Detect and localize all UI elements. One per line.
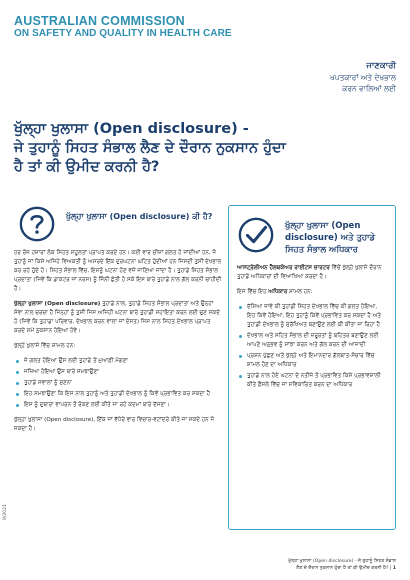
- question-mark-circle-icon: [18, 205, 56, 243]
- page-title-line-1: ਖੁੱਲ੍ਹਾ ਖੁਲਾਸਾ (Open disclosure) -: [14, 121, 249, 137]
- intro-paragraph: ਹਰ ਰੋਜ਼ ਹਜ਼ਾਰਾਂ ਲੋਕ ਸਿਹਤ ਸਹੂਲਤਾਂ ਪ੍ਰਾਪਤ ਕਰਦੇ ਹਨ। ਕਈ ਵਾਰ ਚੀਜ਼ਾਂ ਗਲਤ ਹੋ ਜਾਂਦੀਆਂ ਹਨ, ਜੋ ਤੁਹਾਨੂੰ ਜਾਂ ਕਿਸੇ ਅਜਿਹੇ ਵਿਅਕਤੀ ਨੂੰ ਅਸਰਦੇ ਇੱਕ ਦੁਰਘਟਨਾ ਘਟਿਤ ਹੁੰਦੀਆਂ ਹਨ ਜਿਸਦੀ ਤੁਸੀਂ ਦੇਖਭਾਲ ਕਰ ਰਹੇ ਹੁੰਦੇ ਹੋ। ਸਿਹਤ ਸੰਭਾਲ ਵਿੱਚ, ਇਸਨੂੰ ਘਟਨਾ ਹੋਣ ਵਜੋਂ ਜਾਣਿਆ ਜਾਂਦਾ ਹੈ। ਤੁਹਾਡੇ ਸਿਹਤ ਸੰਭਾਲ ਪ੍ਰਦਾਤਾ (ਜਿਵੇਂ ਕਿ ਡਾਕਟਰ ਜਾਂ ਨਰਸ) ਨੂੰ ਜਿੰਨੀ ਛੇਤੀ ਹੋ ਸਕੇ ਇਸ ਬਾਰੇ ਤੁਹਾਡੇ ਨਾਲ ਗੱਲ ਕਰਨੀ ਚਾਹੀਦੀ ਹੈ।: [14, 250, 222, 292]
- charter-name: ਆਸਟ੍ਰੇਲੀਅਨ ਹੈਲਥਕੇਅਰ ਰਾਈਟਸ ਚਾਰਟਰ: [237, 265, 330, 271]
- footer-line-2-text: ਲੈਣ ਦੇ ਦੌਰਾਨ ਨੁਕਸਾਨ ਹੁੰਦਾ ਹੈ ਤਾਂ ਕੀ ਉਮੀਦ ਕਰਨੀ ਹੈ?: [296, 566, 389, 571]
- list-intro: ਖੁੱਲ੍ਹੇ ਖੁਲਾਸੇ ਵਿੱਚ ਸ਼ਾਮਲ ਹਨ:: [14, 343, 76, 349]
- section-header: [14, 205, 222, 249]
- section-heading: ਖੁੱਲ੍ਹਾ ਖੁਲਾਸਾ (Open disclosure) ਕੀ ਹੈ?: [66, 212, 213, 221]
- rights-section: [228, 205, 396, 530]
- page-title-line-2: ਜੇ ਤੁਹਾਨੂੰ ਸਿਹਤ ਸੰਭਾਲ ਲੈਣ ਦੇ ਦੌਰਾਨ ਨੁਕਸਾਨ ਹੁੰਦਾ: [14, 140, 286, 156]
- list-item: ਇਸ ਨੂੰ ਦੁਬਾਰਾ ਵਾਪਰਨ ਤੋਂ ਰੋਕਣ ਲਈ ਕੀਤੇ ਜਾ ਰਹੇ ਕਦਮਾਂ ਬਾਰੇ ਦੱਸਣਾ।: [14, 401, 222, 410]
- logo-line-2: ON SAFETY AND QUALITY IN HEALTH CARE: [14, 28, 232, 39]
- rights-term: ਅਧਿਕਾਰ: [268, 289, 288, 295]
- closing-paragraph: ਖੁੱਲ੍ਹਾ ਖੁਲਾਸਾ (Open disclosure), ਇੱਕ ਜਾਂ ਵੱਧੇਰੇ ਵਾਰ ਵਿਚਾਰ-ਵਟਾਂਦਰੇ ਕੀਤੇ ਜਾ ਸਕਦੇ ਹਨ ਜੋ ਸਕਦਾ ਹੈ।: [14, 417, 215, 432]
- list-item: ਤੁਹਾਡੇ ਸਵਾਲਾਂ ਨੂੰ ਸੁਣਨਾ: [14, 379, 222, 388]
- list-item: ਪ੍ਰਸ਼ਨ ਪੁੱਛਣ ਅਤੇ ਖੁੱਲ੍ਹੇ ਅਤੇ ਇਮਾਨਦਾਰ ਗੱਲਬਾਤ-ਸੰਚਾਰ ਵਿੱਚ ਸ਼ਾਮਲ ਹੋਣ ਦਾ ਅਧਿਕਾਰ: [237, 352, 387, 370]
- organisation-logo: [14, 14, 254, 40]
- includes-list: [14, 357, 222, 410]
- rights-intro-post: ਸ਼ਾਮਲ ਹਨ:: [287, 289, 313, 295]
- definition-paragraph: [14, 300, 222, 336]
- what-is-open-disclosure-section: [14, 205, 222, 440]
- list-item: ਦੇਖਭਾਲ ਅਤੇ ਸਹਿਤ ਸੰਭਾਲ ਦੀ ਜ਼ਰੂਰਤਾਂ ਨੂੰ ਬਹਿਤਰ ਬਣਾਉਣ ਲਈ ਆਪਣੇ ਅਨੁਭਵ ਨੂੰ ਸਾਂਝਾ ਕਰਨ ਅਤੇ ਗੱਲ ਕਰਨ ਦੀ ਆਜ਼ਾਦੀ: [237, 332, 387, 350]
- list-item: ਤੁਹਾਡੇ ਨਾਲ ਹੋਏ ਘਟਨਾ ਦੇ ਨਤੀਜੇ ਤੋਂ ਪ੍ਰਭਾਵਿਤ ਕਿਸੇ ਪ੍ਰਭਾਵਸ਼ਾਲੀ ਕੀਤੇ ਫ਼ੈਸਲੇ ਵਿੱਚ ਜਾਂ ਸਵਿਕਾਰਿਤ ਕਰਨ ਦਾ ਅਧਿਕਾਰ: [237, 372, 387, 390]
- list-item: ਜਜ਼ਿਆ ਹੋਇਆ ਉਸ ਬਾਰੇ ਸਮਝਾਉਣਾ: [14, 368, 222, 377]
- charter-paragraph: [237, 264, 387, 282]
- audience-tag-title: ਜਾਣਕਾਰੀ: [366, 61, 396, 71]
- definition-term: ਖੁੱਲ੍ਹਾ ਖੁਲਾਸਾ (Open disclosure): [14, 301, 101, 307]
- audience-tag-line-1: ਖਪਤਕਾਰਾਂ ਅਤੇ ਦੇਖਭਾਲ: [330, 73, 396, 82]
- list-item: ਦੱਸਿਆ ਜਾਵੇ ਕੀ ਤੁਹਾਡੀ ਸਿਹਤ ਦੇਖਭਾਲ ਵਿੱਚ ਕੀ ਗਲਤ ਹੋਇਆ, ਇਹ ਕਿਵੇਂ ਹੋਇਆ, ਇਹ ਤੁਹਾਨੂੰ ਕਿਵੇਂ ਪ੍ਰਭਾਵਿਤ ਕਰ ਸਕਦਾ ਹੈ ਅਤੇ ਤੁਹਾਡੀ ਦੇਖਭਾਲ ਨੂੰ ਸੁਰੱਖਿਅਤ ਬਣਾਉਣ ਲਈ ਕੀ ਕੀਤਾ ਜਾ ਰਿਹਾ ਹੈ: [237, 303, 387, 330]
- audience-tag: [330, 60, 396, 94]
- document-code: 9/2021: [3, 504, 8, 520]
- footer-line-1: ਖੁੱਲ੍ਹਾ ਖੁਲਾਸਾ (Open disclosure) - ਜੇ ਤੁਹਾਨੂੰ ਸਿਹਤ ਸੰਭਾਲ: [288, 559, 396, 564]
- list-item: ਜੋ ਗਲਤ ਹੋਇਆ ਉਸ ਲਈ ਤੁਹਾਡੇ ਤੋਂ ਮੁਆਫ਼ੀ ਮੰਗਣਾ: [14, 357, 222, 366]
- page-title-line-3: ਹੈ ਤਾਂ ਕੀ ਉਮੀਦ ਕਰਨੀ ਹੈ?: [14, 159, 160, 175]
- section-header: [237, 216, 387, 260]
- check-mark-circle-icon: [237, 216, 275, 254]
- page-number: 1: [392, 566, 396, 571]
- charter-text: ਵਿੱਚੋਂ ਖੁੱਲ੍ਹੇ ਖੁਲਾਸੇ ਦੌਰਾਨ ਤੁਹਾਡੇ ਅਧਿਕਾਰਾਂ ਦੀ ਵਿਆਖਿਆ ਕਰਦਾ ਹੈ।: [237, 265, 382, 280]
- logo-line-1: AUSTRALIAN COMMISSION: [14, 14, 185, 28]
- footer-line-2: ਲੈਣ ਦੇ ਦੌਰਾਨ ਨੁਕਸਾਨ ਹੁੰਦਾ ਹੈ ਤਾਂ ਕੀ ਉਮੀਦ ਕਰਨੀ ਹੈ? | 1: [296, 566, 396, 571]
- section-heading: ਖੁੱਲ੍ਹਾ ਖੁਲਾਸਾ (Open disclosure) ਅਤੇ ਤੁਹਾਡੇ ਸਿਹਤ ਸੰਭਾਲ ਅਧਿਕਾਰ: [285, 221, 376, 255]
- rights-list: [237, 303, 387, 390]
- page-footer: [176, 558, 396, 572]
- rights-intro: [237, 288, 387, 297]
- rights-intro-pre: ਇਸ ਵਿੱਚ ਇਹ: [237, 289, 269, 295]
- page-title: [14, 120, 398, 177]
- definition-text: ਤੁਹਾਡੇ ਨਾਲ, ਤੁਹਾਡੇ ਸਿਹਤ ਸੰਭਾਲ ਪ੍ਰਦਾਤਾ ਅਤੇ ਉਨ੍ਹਾਂ ਸੇਵਾ ਨਾਲ ਚਰਚਾ ਹੈ ਜਿਨ੍ਹਾਂ ਨੂੰ ਤੁਸੀਂ ਜਿਸ ਅਜਿਹੀ ਘਟਨਾ ਬਾਰੇ ਤੁਹਾਡੀ ਸਹਾਇਤਾ ਕਰਨ ਲਈ ਚੁਣ ਸਕਦੇ ਹੋ (ਜਿਵੇਂ ਕਿ ਤੁਹਾਡਾ ਪਰਿਵਾਰ, ਦੇਖਭਾਲ ਕਰਨ ਵਾਲਾ ਜਾਂ ਦੋਸਤ) ਜਿਸ ਨਾਲ ਸਿਹਤ ਦੇਖਭਾਲ ਪ੍ਰਾਪਤ ਕਰਦੇ ਸਮੇਂ ਨੁਕਸਾਨ ਹੋਇਆ ਹੋਵੇ।: [14, 301, 220, 334]
- list-item: ਇਹ ਸਮਝਾਉਣਾ ਕਿ ਇਸ ਨਾਲ ਤੁਹਾਨੂੰ ਅਤੇ ਤੁਹਾਡੀ ਦੇਖਭਾਲ ਨੂੰ ਕਿਵੇਂ ਪ੍ਰਭਾਵਿਤ ਕਰ ਸਕਦਾ ਹੈ: [14, 390, 222, 399]
- audience-tag-line-2: ਕਰਨ ਵਾਲਿਆਂ ਲਈ: [342, 84, 396, 93]
